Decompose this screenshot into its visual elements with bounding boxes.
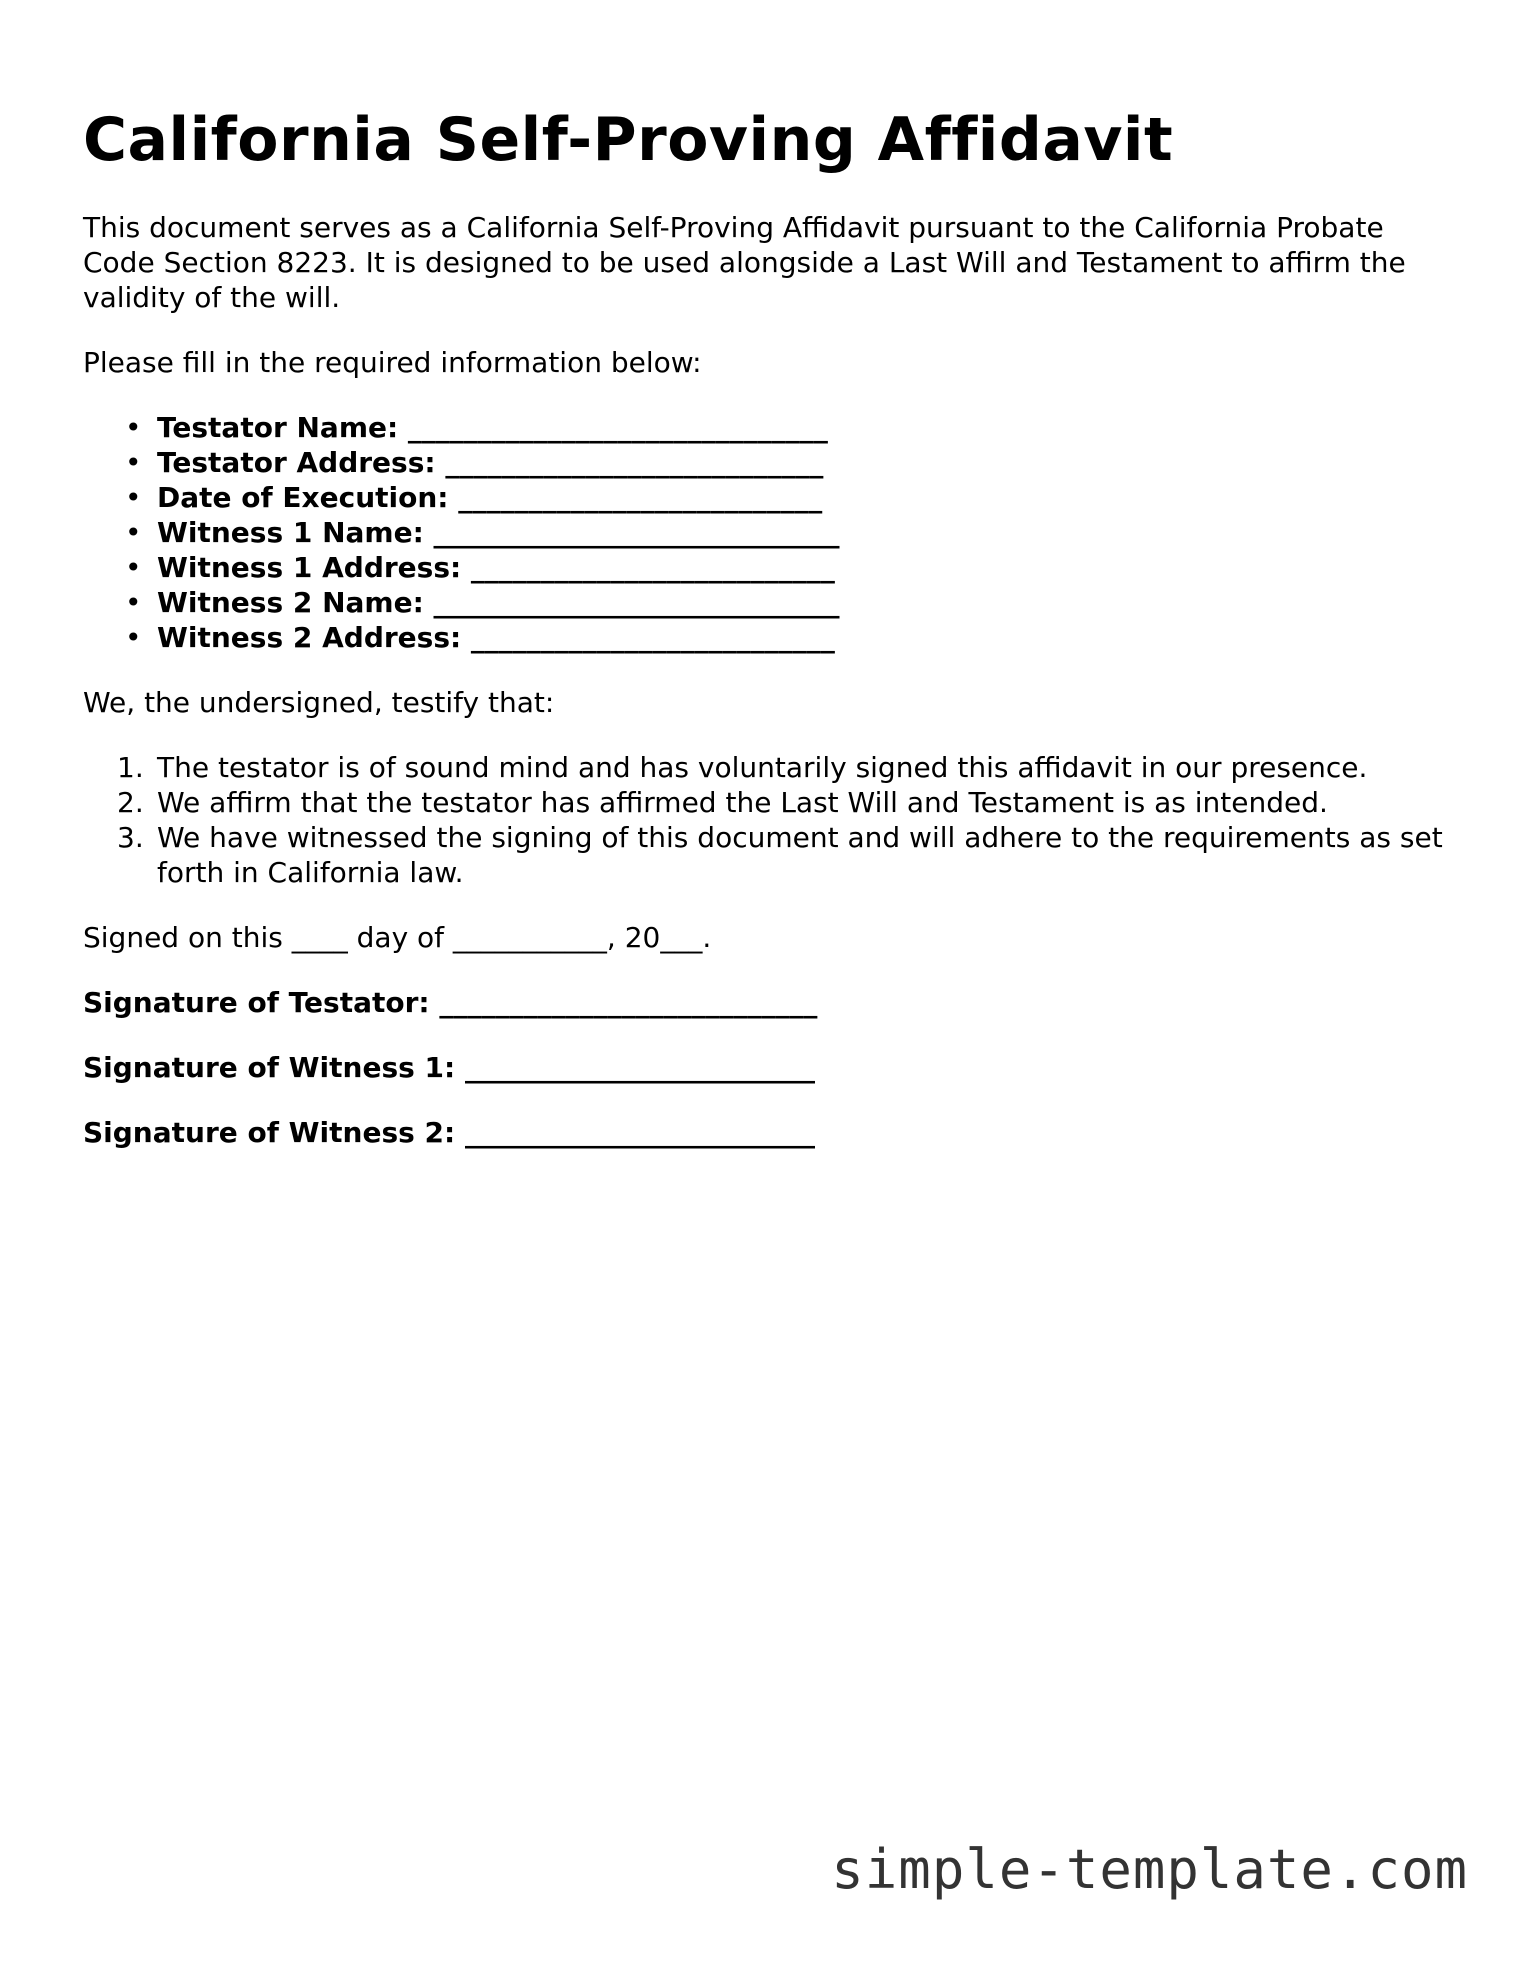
document-title: California Self-Proving Affidavit [83, 105, 1174, 175]
bullet-icon: • [125, 516, 142, 549]
fill-in-prompt: Please fill in the required information below: [83, 346, 702, 379]
field-witness-1-address: • Witness 1 Address: __________________________ [125, 551, 835, 584]
bullet-icon: • [125, 621, 142, 654]
affirmation-item: 3. We have witnessed the signing of this document and will adhere to the requirements as set forth in California law. [117, 821, 1443, 889]
bullet-icon: • [125, 586, 142, 619]
list-number: 2. [117, 786, 144, 819]
intro-paragraph: This document serves as a California Self-Proving Affidavit pursuant to the California Probate Code Section 8223. It is designed to be used alongside a Last Will and Testament to affirm the validity of the will. [83, 211, 1406, 314]
signature-testator: Signature of Testator: ___________________________ [83, 986, 818, 1019]
footer-watermark: simple-template.com [831, 1838, 1468, 1901]
field-witness-1-name: • Witness 1 Name: _____________________________ [125, 516, 840, 549]
testify-statement: We, the undersigned, testify that: [83, 686, 555, 719]
bullet-icon: • [125, 411, 142, 444]
field-witness-2-name: • Witness 2 Name: _____________________________ [125, 586, 840, 619]
bullet-icon: • [125, 481, 142, 514]
list-number: 1. [117, 751, 144, 784]
signature-witness-1: Signature of Witness 1: _________________________ [83, 1051, 815, 1084]
field-testator-name: • Testator Name: ______________________________ [125, 411, 828, 444]
signed-date-line: Signed on this ____ day of ___________, 20___. [83, 921, 712, 954]
affirmation-item: 2. We affirm that the testator has affirmed the Last Will and Testament is as intended. [117, 786, 1328, 819]
bullet-icon: • [125, 446, 142, 479]
field-date-of-execution: • Date of Execution: __________________________ [125, 481, 823, 514]
signature-witness-2: Signature of Witness 2: _________________________ [83, 1116, 815, 1149]
field-witness-2-address: • Witness 2 Address: __________________________ [125, 621, 835, 654]
required-fields-list [83, 410, 1453, 655]
affirmation-item: 1. The testator is of sound mind and has voluntarily signed this affidavit in our presence. [117, 751, 1368, 784]
list-number: 3. [117, 821, 144, 854]
field-testator-address: • Testator Address: ___________________________ [125, 446, 824, 479]
document-page [83, 100, 1453, 1150]
bullet-icon: • [125, 551, 142, 584]
affirmations-list [83, 750, 1453, 890]
